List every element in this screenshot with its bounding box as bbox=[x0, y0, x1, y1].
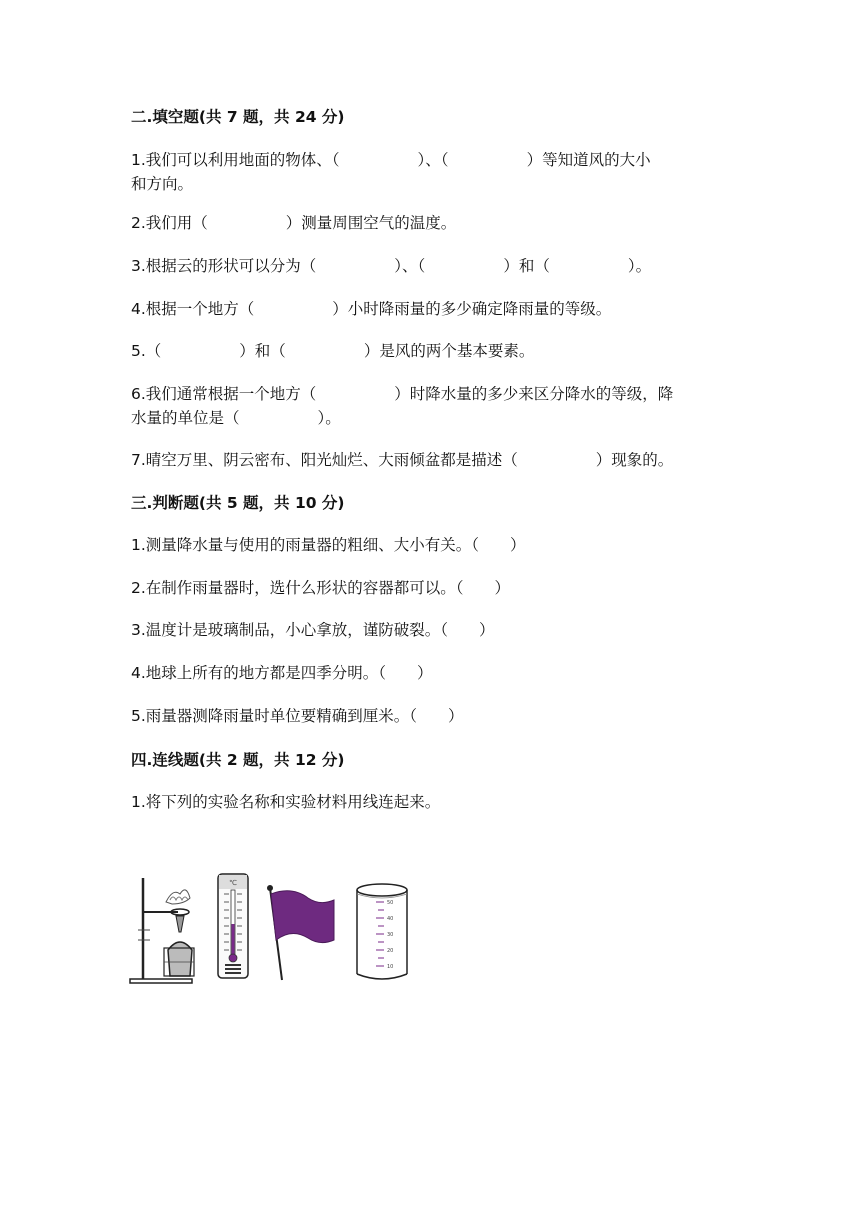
experiment-figures bbox=[128, 870, 418, 986]
q2-text-a: 2.我们用（ bbox=[131, 214, 208, 232]
svg-text:30: 30 bbox=[387, 932, 394, 938]
q7-text-a: 7.晴空万里、阴云密布、阳光灿烂、大雨倾盆都是描述（ bbox=[131, 451, 518, 469]
fill-question-3 bbox=[131, 252, 731, 280]
q6-text-a: 6.我们通常根据一个地方（ bbox=[131, 385, 317, 403]
fill-question-5 bbox=[131, 337, 731, 365]
q6-text-d: ）。 bbox=[317, 409, 341, 427]
q1-text-c: ）等知道风的大小 bbox=[526, 151, 651, 169]
judge-question-3: 3.温度计是玻璃制品，小心拿放，谨防破裂。（ ） bbox=[131, 621, 495, 639]
svg-text:℃: ℃ bbox=[229, 879, 237, 887]
svg-text:20: 20 bbox=[387, 948, 394, 954]
fill-question-2 bbox=[131, 209, 731, 237]
judge-question-1: 1.测量降水量与使用的雨量器的粗细、大小有关。（ ） bbox=[131, 536, 526, 554]
flag-icon bbox=[264, 884, 338, 984]
fill-question-1-line2: 和方向。 bbox=[131, 175, 194, 193]
match-question-1: 1.将下列的实验名称和实验材料用线连起来。 bbox=[131, 793, 441, 811]
section-3-title: 三.判断题(共 5 题，共 10 分) bbox=[131, 494, 345, 512]
q6-text-b: ）时降水量的多少来区分降水的等级，降 bbox=[394, 385, 674, 403]
q5-text-b: ）和（ bbox=[239, 342, 286, 360]
fill-question-6-line2 bbox=[131, 404, 731, 432]
q4-text-a: 4.根据一个地方（ bbox=[131, 300, 255, 318]
fill-question-7 bbox=[131, 446, 731, 474]
q3-text-a: 3.根据云的形状可以分为（ bbox=[131, 257, 317, 275]
q5-text-c: ）是风的两个基本要素。 bbox=[363, 342, 535, 360]
fill-question-4 bbox=[131, 295, 731, 323]
q4-text-b: ）小时降雨量的多少确定降雨量的等级。 bbox=[332, 300, 612, 318]
q1-text-a: 1.我们可以利用地面的物体、（ bbox=[131, 151, 340, 169]
q3-text-d: ）。 bbox=[627, 257, 652, 275]
q3-text-b: ）、（ bbox=[394, 257, 426, 275]
section-2-title: 二.填空题(共 7 题，共 24 分) bbox=[131, 108, 345, 126]
stand-burner-icon bbox=[128, 870, 196, 986]
q7-text-b: ）现象的。 bbox=[595, 451, 674, 469]
svg-text:40: 40 bbox=[387, 916, 394, 922]
svg-text:50: 50 bbox=[387, 900, 394, 906]
q3-text-c: ）和（ bbox=[503, 257, 550, 275]
thermometer-icon bbox=[216, 872, 250, 980]
judge-question-4: 4.地球上所有的地方都是四季分明。（ ） bbox=[131, 664, 433, 682]
q2-text-b: ）测量周围空气的温度。 bbox=[285, 214, 457, 232]
q5-text-a: 5.（ bbox=[131, 342, 162, 360]
q1-text-b: ）、（ bbox=[417, 151, 449, 169]
rain-gauge-icon bbox=[354, 880, 410, 984]
judge-question-5: 5.雨量器测降雨量时单位要精确到厘米。（ ） bbox=[131, 707, 464, 725]
judge-question-2: 2.在制作雨量器时，选什么形状的容器都可以。（ ） bbox=[131, 579, 511, 597]
section-4-title: 四.连线题(共 2 题，共 12 分) bbox=[131, 751, 345, 769]
q6-text-c: 水量的单位是（ bbox=[131, 409, 240, 427]
svg-text:10: 10 bbox=[387, 964, 394, 970]
